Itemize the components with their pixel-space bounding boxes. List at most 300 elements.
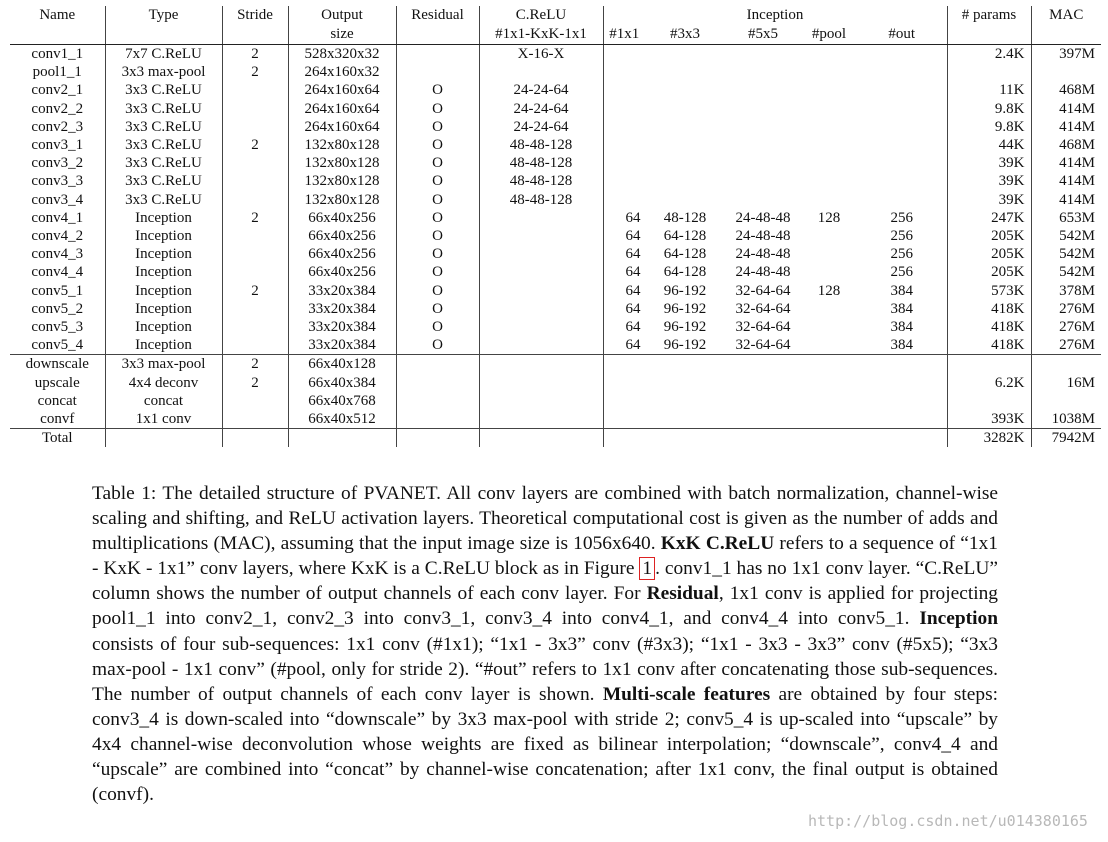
cell-params: 9.8K (947, 118, 1031, 136)
cell-iout (857, 118, 947, 136)
cell-i5 (725, 172, 801, 190)
cell-iout (857, 136, 947, 154)
cell-params: 205K (947, 245, 1031, 263)
cell-residual: O (396, 209, 479, 227)
cell-mac: 276M (1031, 336, 1101, 355)
table-row (10, 374, 1101, 392)
cell-output: 66x40x512 (288, 410, 396, 429)
table-row (10, 63, 1101, 81)
table-row (10, 191, 1101, 209)
cell-stride (222, 100, 288, 118)
cell-type: 3x3 C.ReLU (105, 172, 222, 190)
cell-output: 264x160x64 (288, 118, 396, 136)
total-params: 3282K (947, 429, 1031, 448)
cell-iout (857, 100, 947, 118)
header-mac-blank (1031, 25, 1101, 45)
cell-output: 66x40x256 (288, 245, 396, 263)
cell-i3 (645, 81, 725, 99)
header-residual-blank (396, 25, 479, 45)
cell-stride: 2 (222, 374, 288, 392)
cell-i5 (725, 118, 801, 136)
header-inc-5x5: #5x5 (725, 25, 801, 45)
cell-i1: 64 (625, 319, 641, 336)
cell-i1: 64 (625, 246, 641, 263)
cell-type: Inception (105, 227, 222, 245)
cell-residual: O (396, 81, 479, 99)
cell-output: 66x40x256 (288, 263, 396, 281)
cell-i3 (645, 355, 725, 374)
cell-residual (396, 392, 479, 410)
cell-crelu: 48-48-128 (479, 136, 603, 154)
caption-text: . conv1_1 has no 1x1 conv layer. “C.ReLU” column shows the number of output channels of each conv layer. For (92, 558, 998, 605)
cell-mac: 276M (1059, 300, 1095, 317)
cell-name: conv1_1 (10, 45, 105, 64)
total-mac: 7942M (1031, 429, 1101, 448)
table-row (10, 100, 1101, 118)
cell-ipool (801, 63, 857, 81)
cell-name: concat (10, 392, 105, 410)
cell-type: Inception (105, 336, 222, 355)
cell-residual: O (396, 100, 479, 118)
cell-stride (222, 263, 288, 281)
header-type-blank (105, 25, 222, 45)
cell-output: 66x40x256 (288, 227, 396, 245)
cell-name: conv2_1 (10, 81, 105, 99)
cell-residual (396, 45, 479, 64)
cell-crelu (479, 282, 603, 300)
header-stride: Stride (222, 6, 288, 25)
cell-i5: 24-48-48 (735, 264, 791, 281)
cell-i5: 32-64-64 (725, 336, 801, 355)
cell-params: 11K (947, 81, 1031, 99)
cell-i1: 64 (625, 264, 641, 281)
cell-output: 33x20x384 (288, 282, 396, 300)
cell-crelu: 48-48-128 (479, 191, 603, 209)
cell-iout: 256 (857, 245, 947, 263)
caption-text: refers to a sequence of “1x1 - KxK - 1x1” conv layers, where KxK is a C.ReLU block as in Figure (92, 533, 998, 580)
cell-type: Inception (105, 263, 222, 281)
cell-i3 (645, 45, 725, 64)
cell-i1 (603, 410, 645, 429)
cell-ipool (801, 263, 857, 281)
total-label: Total (10, 429, 105, 448)
cell-i5 (725, 392, 801, 410)
cell-stride (222, 410, 288, 429)
cell-i5 (725, 154, 801, 172)
header-name-blank (10, 25, 105, 45)
header-inc-3x3: #3x3 (645, 25, 725, 45)
cell-stride (222, 191, 288, 209)
cell-residual: O (396, 282, 479, 300)
header-params-blank (947, 25, 1031, 45)
cell-i5 (725, 81, 801, 99)
header-stride-blank (222, 25, 288, 45)
cell-params: 39K (947, 154, 1031, 172)
cell-residual: O (396, 154, 479, 172)
cell-params: 39K (947, 191, 1031, 209)
cell-ipool (801, 45, 857, 64)
header-type: Type (105, 6, 222, 25)
cell-name: conv4_3 (10, 245, 105, 263)
cell-name: conv5_3 (10, 318, 105, 336)
cell-stride (222, 118, 288, 136)
cell-type: 3x3 C.ReLU (105, 118, 222, 136)
cell-ipool (801, 100, 857, 118)
cell-ipool (801, 374, 857, 392)
cell-i1 (603, 355, 645, 374)
cell-residual (396, 63, 479, 81)
header-inc-1x1: #1x1 (603, 25, 645, 45)
cell-i1 (603, 136, 645, 154)
cell-ipool (801, 336, 857, 355)
cell-stride (222, 154, 288, 172)
cell-i3 (645, 172, 725, 190)
cell-residual: O (396, 318, 479, 336)
cell-ipool (801, 392, 857, 410)
cell-name: pool1_1 (10, 63, 105, 81)
total-residual-blank (396, 429, 479, 448)
cell-name: convf (10, 410, 105, 429)
cell-crelu: X-16-X (479, 45, 603, 64)
cell-params (947, 355, 1031, 374)
cell-crelu: 24-24-64 (479, 100, 603, 118)
cell-i5 (725, 355, 801, 374)
table-row (10, 45, 1101, 64)
cell-i3 (645, 118, 725, 136)
table-row (10, 392, 1101, 410)
header-residual: Residual (396, 6, 479, 25)
caption-bold-multiscale: Multi-scale features (602, 683, 771, 705)
cell-mac: 542M (1059, 264, 1095, 281)
table-row (10, 355, 1101, 374)
cell-mac: 653M (1059, 209, 1095, 226)
cell-i1 (603, 45, 645, 64)
cell-name: conv5_4 (10, 336, 105, 355)
cell-i3: 48-128 (663, 209, 707, 226)
cell-i3 (645, 410, 725, 429)
cell-params (947, 392, 1031, 410)
cell-crelu: 48-48-128 (479, 154, 603, 172)
cell-residual (396, 355, 479, 374)
header-inc-pool: #pool (801, 25, 857, 45)
cell-output: 33x20x384 (288, 336, 396, 355)
cell-output: 132x80x128 (288, 191, 396, 209)
cell-type: 3x3 max-pool (105, 355, 222, 374)
total-inc-blank (725, 429, 801, 448)
table-body (10, 45, 1101, 429)
table-row (10, 118, 1101, 136)
cell-crelu (479, 263, 603, 281)
cell-i3: 96-192 (663, 300, 707, 317)
cell-params: 6.2K (947, 374, 1031, 392)
caption-bold-kxk-crelu: KxK C.ReLU (660, 533, 775, 555)
cell-crelu (479, 227, 603, 245)
cell-crelu (479, 392, 603, 410)
cell-crelu (479, 318, 603, 336)
cell-crelu (479, 355, 603, 374)
cell-name: conv3_4 (10, 191, 105, 209)
cell-residual: O (396, 263, 479, 281)
cell-i1 (603, 374, 645, 392)
cell-crelu (479, 410, 603, 429)
cell-residual: O (396, 300, 479, 318)
cell-i3 (645, 100, 725, 118)
cell-stride (222, 172, 288, 190)
cell-ipool (801, 300, 857, 318)
cell-name: upscale (10, 374, 105, 392)
cell-stride (222, 336, 288, 355)
cell-ipool (801, 136, 857, 154)
cell-residual: O (396, 336, 479, 355)
cell-type: Inception (105, 209, 222, 227)
cell-name: conv2_3 (10, 118, 105, 136)
cell-output: 66x40x128 (288, 355, 396, 374)
header-output-sub: size (288, 25, 396, 45)
caption-text: are obtained by four steps: conv3_4 is down-scaled into “downscale” by 3x3 max-pool with stride 2; conv5_4 is up-scaled into “upscale” by 4x4 channel-wise deconvolution whose weights are fixed as bilinear interpolation; “downscale”, conv4_4 and “upscale” are combined into “concat” by channel-wise concatenation; after 1x1 conv, the final output is obtained (convf). (92, 683, 999, 806)
cell-stride: 2 (222, 45, 288, 64)
cell-mac (1031, 392, 1101, 410)
cell-ipool (801, 318, 857, 336)
cell-iout (857, 81, 947, 99)
cell-ipool (801, 410, 857, 429)
cell-i3: 64-128 (663, 264, 707, 281)
cell-type: 3x3 C.ReLU (105, 100, 222, 118)
cell-i1 (603, 172, 645, 190)
cell-mac: 276M (1059, 319, 1095, 336)
cell-i3 (645, 374, 725, 392)
cell-mac: 16M (1066, 374, 1095, 391)
cell-output: 66x40x256 (288, 209, 396, 227)
cell-params: 393K (947, 410, 1031, 429)
cell-params: 418K (947, 318, 1031, 336)
figure-reference-link[interactable]: 1 (639, 557, 655, 580)
table-row (10, 245, 1101, 263)
cell-residual (396, 410, 479, 429)
cell-params: 2.4K (947, 45, 1031, 64)
cell-residual: O (396, 191, 479, 209)
cell-ipool (801, 191, 857, 209)
cell-type: Inception (105, 245, 222, 263)
total-crelu-blank (479, 429, 603, 448)
cell-ipool: 128 (817, 209, 841, 226)
pvanet-structure-table (10, 6, 1101, 447)
cell-params (947, 63, 1031, 81)
cell-i5: 24-48-48 (735, 209, 791, 226)
cell-name: conv3_3 (10, 172, 105, 190)
caption-text: Table 1: The detailed structure of PVANET. All conv layers are combined with batch normalization, channel-wise scaling and shifting, and ReLU activation layers. Theoretical computational cost is given as the number of adds and multiplications (MAC), assuming that the input image size is 1056x640. (92, 483, 998, 555)
cell-type: 3x3 C.ReLU (105, 154, 222, 172)
cell-crelu: 24-24-64 (479, 118, 603, 136)
cell-stride (222, 392, 288, 410)
cell-mac: 468M (1059, 137, 1095, 154)
cell-iout: 256 (857, 209, 947, 227)
cell-i5 (725, 45, 801, 64)
cell-params: 9.8K (947, 100, 1031, 118)
table-caption (92, 481, 998, 807)
cell-ipool (801, 227, 857, 245)
header-params: # params (947, 6, 1031, 25)
cell-name: conv4_2 (10, 227, 105, 245)
header-inc-out: #out (857, 25, 947, 45)
cell-type: 1x1 conv (105, 410, 222, 429)
cell-ipool (801, 355, 857, 374)
cell-params: 418K (947, 300, 1031, 318)
cell-i1: 64 (625, 228, 641, 245)
cell-ipool (801, 245, 857, 263)
cell-mac: 378M (1059, 282, 1095, 299)
cell-i1: 64 (603, 336, 645, 355)
cell-output: 264x160x64 (288, 100, 396, 118)
cell-i1 (603, 191, 645, 209)
table-row (10, 172, 1101, 190)
cell-type: 7x7 C.ReLU (105, 45, 222, 64)
header-crelu: C.ReLU (479, 6, 603, 25)
cell-iout (857, 392, 947, 410)
cell-stride: 2 (222, 282, 288, 300)
header-output: Output (288, 6, 396, 25)
cell-iout (857, 63, 947, 81)
cell-i1 (603, 118, 645, 136)
cell-i1 (603, 81, 645, 99)
cell-residual: O (396, 227, 479, 245)
cell-i5: 24-48-48 (735, 228, 791, 245)
cell-i3 (645, 136, 725, 154)
cell-crelu (479, 63, 603, 81)
cell-i5 (725, 136, 801, 154)
cell-crelu (479, 336, 603, 355)
table-row (10, 154, 1101, 172)
total-inc-blank (801, 429, 857, 448)
total-type-blank (105, 429, 222, 448)
caption-bold-residual: Residual (646, 583, 719, 605)
table-row (10, 263, 1101, 281)
cell-params: 205K (947, 227, 1031, 245)
cell-mac: 414M (1059, 100, 1095, 117)
cell-crelu (479, 209, 603, 227)
cell-mac: 1038M (1031, 410, 1101, 429)
cell-i3: 96-192 (663, 319, 707, 336)
cell-i1 (603, 154, 645, 172)
cell-ipool (801, 81, 857, 99)
cell-i5 (725, 410, 801, 429)
cell-stride (222, 300, 288, 318)
cell-type: 3x3 max-pool (105, 63, 222, 81)
cell-i5 (725, 191, 801, 209)
total-row (10, 429, 1101, 448)
total-stride-blank (222, 429, 288, 448)
cell-output: 264x160x64 (288, 81, 396, 99)
cell-iout (857, 154, 947, 172)
cell-stride (222, 318, 288, 336)
cell-i5 (725, 374, 801, 392)
cell-residual: O (396, 172, 479, 190)
table-row (10, 410, 1101, 429)
cell-output: 33x20x384 (288, 318, 396, 336)
cell-stride: 2 (222, 209, 288, 227)
header-inception: Inception (603, 6, 947, 25)
cell-params: 205K (947, 263, 1031, 281)
total-inc-blank (603, 429, 645, 448)
cell-name: conv2_2 (10, 100, 105, 118)
cell-mac: 397M (1059, 46, 1095, 62)
cell-stride (222, 81, 288, 99)
cell-type: 3x3 C.ReLU (105, 81, 222, 99)
cell-crelu (479, 374, 603, 392)
cell-stride (222, 245, 288, 263)
table-row (10, 81, 1101, 99)
cell-output: 66x40x768 (288, 392, 396, 410)
cell-output: 132x80x128 (288, 154, 396, 172)
cell-i3: 96-192 (645, 336, 725, 355)
cell-type: 3x3 C.ReLU (105, 136, 222, 154)
table-row (10, 300, 1101, 318)
cell-mac: 542M (1059, 246, 1095, 263)
cell-output: 132x80x128 (288, 172, 396, 190)
cell-params: 573K (947, 282, 1031, 300)
cell-i5 (725, 100, 801, 118)
table-row (10, 209, 1101, 227)
cell-ipool: 128 (817, 282, 841, 299)
cell-iout: 384 (857, 300, 947, 318)
cell-name: conv3_1 (10, 136, 105, 154)
cell-stride: 2 (222, 63, 288, 81)
cell-i3 (645, 392, 725, 410)
cell-i3: 96-192 (663, 282, 707, 299)
cell-output: 528x320x32 (288, 45, 396, 64)
cell-i5: 32-64-64 (735, 282, 791, 299)
table-row (10, 282, 1101, 300)
cell-i5: 24-48-48 (735, 246, 791, 263)
cell-mac: 542M (1059, 228, 1095, 245)
cell-name: downscale (10, 355, 105, 374)
cell-type: 3x3 C.ReLU (105, 191, 222, 209)
cell-iout (857, 410, 947, 429)
cell-i5: 32-64-64 (735, 300, 791, 317)
cell-i5: 32-64-64 (735, 319, 791, 336)
watermark: http://blog.csdn.net/u014380165 (808, 812, 1088, 830)
cell-params: 418K (947, 336, 1031, 355)
cell-mac: 414M (1059, 191, 1095, 208)
caption-text: consists of four sub-sequences: 1x1 conv (#1x1); “1x1 - 3x3” conv (#3x3); “1x1 - 3x3 - 3x3” conv (#5x5); “3x3 max-pool - 1x1 conv” (#pool, only for stride 2). “#out” refers to 1x1 conv after concatenating those sub-sequences. The number of output channels of each conv layer is shown. (92, 633, 998, 705)
caption-bold-inception: Inception (919, 608, 998, 630)
cell-stride: 2 (222, 355, 288, 374)
cell-i3: 64-128 (663, 228, 707, 245)
cell-residual: O (396, 136, 479, 154)
cell-ipool (801, 154, 857, 172)
cell-name: conv5_1 (10, 282, 105, 300)
header-name: Name (10, 6, 105, 25)
cell-params: 247K (947, 209, 1031, 227)
cell-output: 132x80x128 (288, 136, 396, 154)
table-row (10, 336, 1101, 355)
cell-mac: 414M (1059, 173, 1095, 190)
cell-crelu (479, 300, 603, 318)
header-mac: MAC (1049, 7, 1084, 23)
caption-text: , 1x1 conv is applied for projecting pool1_1 into conv2_1, conv2_3 into conv3_1, conv3_4 into conv4_1, and conv4_4 into conv5_1. (92, 583, 998, 630)
cell-i3 (645, 191, 725, 209)
cell-type: Inception (105, 300, 222, 318)
total-output-blank (288, 429, 396, 448)
cell-params: 39K (947, 172, 1031, 190)
cell-ipool (801, 118, 857, 136)
cell-ipool (801, 172, 857, 190)
cell-iout (857, 191, 947, 209)
cell-stride: 2 (222, 136, 288, 154)
cell-iout: 256 (857, 227, 947, 245)
cell-name: conv5_2 (10, 300, 105, 318)
cell-mac: 414M (1059, 118, 1095, 135)
cell-iout: 384 (857, 336, 947, 355)
